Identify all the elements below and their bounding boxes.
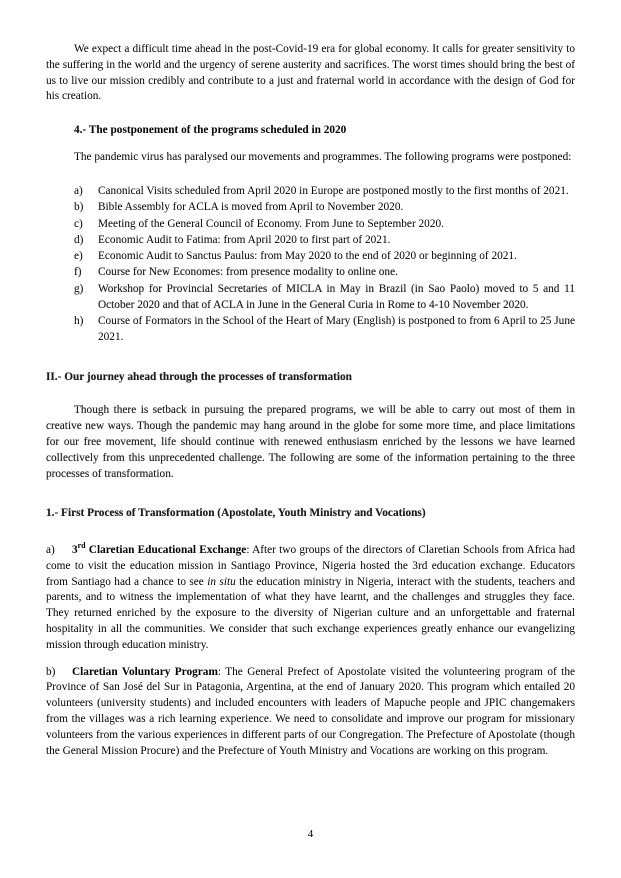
list-item — [46, 282, 575, 314]
item-a-text-italic: in situ — [207, 575, 236, 588]
item-b-paragraph — [46, 665, 575, 760]
list-item-text: Course of Formators in the School of the Heart of Mary (English) is postponed to from 6 April to 25 June 2021. — [98, 314, 575, 343]
list-marker: f) — [74, 266, 82, 279]
item-a-title: Claretian Educational Exchange — [85, 543, 247, 556]
item-a-paragraph — [46, 540, 575, 653]
section-4-lead: The pandemic virus has paralysed our movements and programmes. The following programs were postponed: — [74, 151, 572, 164]
intro-paragraph: We expect a difficult time ahead in the post-Covid-19 era for global economy. It calls for greater sensitivity to the suffering in the world and the urgency of serene austerity and sacrifices. The worst times should bring the best of us to live our mission credibly and contribute to a just and fraternal world in accordance with the design of God for his creation. — [46, 43, 575, 103]
postponed-programs-list — [46, 184, 575, 346]
list-item — [46, 249, 575, 265]
page-number: 4 — [307, 828, 314, 840]
list-item-text: Canonical Visits scheduled from April 2020 in Europe are postponed mostly to the first months of 2021. — [98, 184, 569, 197]
spacer — [46, 357, 575, 370]
item-a-title-superscript: rd — [77, 541, 86, 551]
item-a-text-part2: the education ministry in Nigeria, interact with the students, teachers and parents, and to witness the implementation of what they have learnt, and the challenges and struggles they face. They returned enriched by the exposure to the diversity of Nigerian culture and an unforgettable and fraternal hospitality in all the communities. We consider that such exchange experiences greatly enhance our evangelizing mission through education ministry. — [46, 575, 575, 651]
document-body — [46, 42, 575, 760]
list-item — [46, 184, 575, 200]
item-b-title: Claretian Voluntary Program — [72, 665, 218, 678]
list-marker: h) — [74, 314, 84, 327]
section-II-paragraph: Though there is setback in pursuing the prepared programs, we will be able to carry out most of them in creative new ways. Though the pandemic may hang around in the globe for some more time, and place limitations for our free movement, life should continue with renewed enthusiasm enriched by the lessons we have learned collectively from this unprecedented challenge. The following are some of the information pertaining to the three processes of transformation. — [46, 404, 575, 480]
list-item — [46, 233, 575, 249]
spacer — [46, 177, 575, 184]
item-a-title-prefix: 3 — [72, 543, 78, 556]
section-II-heading: II.- Our journey ahead through the processes of transformation — [46, 370, 352, 383]
list-marker: c) — [74, 217, 83, 230]
list-item-text: Economic Audit to Fatima: from April 2020 to first part of 2021. — [98, 233, 391, 246]
spacer — [46, 116, 575, 123]
list-item — [46, 265, 575, 281]
item-a-letter: a) — [46, 543, 55, 556]
spacer — [46, 533, 575, 540]
list-marker: g) — [74, 282, 84, 295]
section-4-heading: 4.- The postponement of the programs scheduled in 2020 — [74, 124, 347, 137]
list-marker: b) — [74, 201, 84, 214]
spacer — [46, 493, 575, 506]
list-item-text: Course for New Economes: from presence modality to online one. — [98, 266, 398, 279]
list-item — [46, 200, 575, 216]
list-item-text: Meeting of the General Council of Economy. From June to September 2020. — [98, 217, 444, 230]
list-marker: d) — [74, 233, 84, 246]
list-item-text: Bible Assembly for ACLA is moved from April to November 2020. — [98, 201, 404, 214]
list-item-text: Economic Audit to Sanctus Paulus: from May 2020 to the end of 2020 or beginning of 2021. — [98, 250, 517, 263]
list-item — [46, 217, 575, 233]
section-1-heading: 1.- First Process of Transformation (Apostolate, Youth Ministry and Vocations) — [46, 507, 426, 520]
list-item — [46, 314, 575, 346]
item-a-text-part1: : After two groups of the directors of Claretian Schools from Africa had come to visit the education mission in Santiago Province, Nigeria hosted the 3rd education exchange. Educators from Santiago had a chance to see — [46, 543, 575, 588]
list-marker: a) — [74, 184, 83, 197]
list-item-text: Workshop for Provincial Secretaries of MICLA in May in Brazil (in Sao Paolo) moved to 5 and 11 October 2020 and that of ACLA in June in the General Curia in Rome to 4-10 November 2020. — [98, 282, 575, 311]
list-marker: e) — [74, 250, 83, 263]
item-b-text: : The General Prefect of Apostolate visited the volunteering program of the Province of San José del Sur in Patagonia, Argentina, at the end of January 2020. This program which entailed 20 volunteers (university students) and included encounters with leaders of Mapuche people and JPIC changemakers from the villages was a rich learning experience. We need to consolidate and improve our program for missionary volunteers from the various experiences in different parts of our Congregation. The Prefecture of Apostolate (though the General Mission Procure) and the Prefecture of Youth Ministry and Vocations are working on this program. — [46, 665, 575, 757]
item-b-letter: b) — [46, 665, 56, 678]
spacer — [46, 396, 575, 403]
